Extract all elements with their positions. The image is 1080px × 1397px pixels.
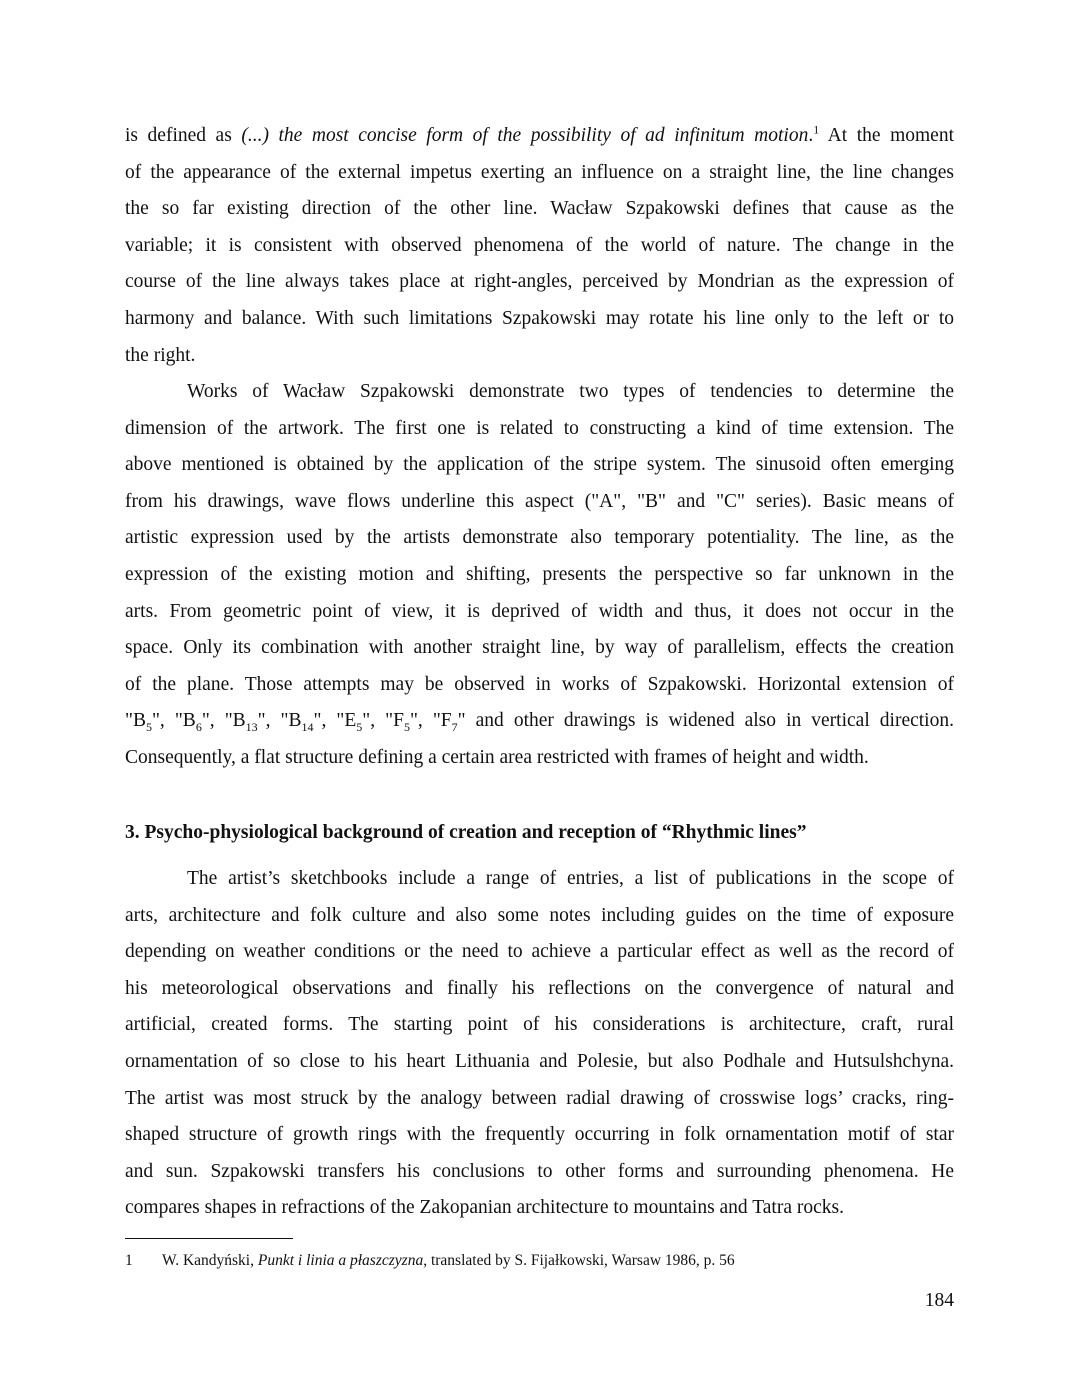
text-run: ", "B	[257, 710, 302, 732]
text-run: (...) the most concise form of the possibility of ad infinitum motion	[241, 125, 809, 146]
text-run: from his drawings, wave flows underline this aspect ("A", "B" and "C" series). Basic means of	[125, 490, 954, 512]
text-run: ", "E	[313, 710, 357, 732]
footnote-divider	[125, 1238, 293, 1239]
text-line	[125, 594, 954, 631]
text-run: At the moment	[819, 125, 954, 146]
page-number: 184	[924, 1290, 954, 1311]
subscript: 13	[245, 720, 258, 735]
text-line	[125, 155, 954, 192]
text-line	[125, 1190, 954, 1227]
subscript: 6	[195, 720, 202, 735]
text-run: Consequently, a flat structure defining a certain area restricted with frames of height and width.	[125, 746, 869, 768]
text-run: the right.	[125, 344, 196, 366]
text-line	[125, 667, 954, 704]
text-run: space. Only its combination with another straight line, by way of parallelism, effects the creation	[125, 637, 954, 659]
text-run: dimension of the artwork. The first one is related to constructing a kind of time extension. The	[125, 417, 954, 439]
footnote	[125, 1252, 735, 1270]
text-line	[125, 1117, 954, 1154]
footnote-number: 1	[125, 1252, 133, 1269]
text-run: The artist was most struck by the analogy between radial drawing of crosswise logs’ cracks, ring-	[125, 1087, 954, 1109]
subscript: 5	[403, 720, 410, 735]
text-run: artificial, created forms. The starting point of his considerations is architecture, craft, rural	[125, 1014, 954, 1036]
text-run: variable; it is consistent with observed phenomena of the world of nature. The change in the	[125, 234, 954, 256]
text-line	[125, 301, 954, 338]
text-run: the so far existing direction of the other line. Wacław Szpakowski defines that cause as the	[125, 198, 954, 220]
text-run: is defined as	[125, 125, 242, 146]
paragraph-1	[125, 118, 954, 374]
section-heading-block	[125, 815, 954, 852]
text-run: ornamentation of so close to his heart Lithuania and Polesie, but also Podhale and Hutsulshchyna.	[125, 1050, 954, 1072]
text-line	[125, 520, 954, 557]
text-run: arts, architecture and folk culture and also some notes including guides on the time of exposure	[125, 904, 954, 926]
text-line	[125, 1044, 954, 1081]
text-run: and sun. Szpakowski transfers his conclusions to other forms and surrounding phenomena. He	[125, 1160, 954, 1182]
text-run: ", "B	[151, 710, 196, 732]
text-run: harmony and balance. With such limitations Szpakowski may rotate his line only to the left or to	[125, 307, 954, 329]
text-line	[125, 1081, 954, 1118]
text-line	[125, 557, 954, 594]
text-line	[125, 740, 954, 777]
text-line	[125, 264, 954, 301]
text-run: compares shapes in refractions of the Zakopanian architecture to mountains and Tatra rocks.	[125, 1197, 844, 1219]
text-line	[125, 191, 954, 228]
text-line	[125, 228, 954, 265]
text-line	[125, 484, 954, 521]
text-run: his meteorological observations and finally his reflections on the convergence of natural and	[125, 977, 954, 999]
text-run: Works of Wacław Szpakowski demonstrate two types of tendencies to determine the	[187, 381, 954, 402]
subscript: 14	[301, 720, 314, 735]
text-line	[125, 447, 954, 484]
text-run: of the plane. Those attempts may be observed in works of Szpakowski. Horizontal extension of	[125, 673, 954, 695]
text-line	[125, 630, 954, 667]
text-run: The artist’s sketchbooks include a range of entries, a list of publications in the scope of	[187, 868, 954, 889]
text-line	[125, 338, 954, 375]
text-run: ", "B	[201, 710, 246, 732]
text-line	[125, 1007, 954, 1044]
text-line	[125, 934, 954, 971]
text-run: "B	[125, 710, 146, 732]
footnote-title: Punkt i linia a płaszczyzna	[257, 1252, 424, 1269]
section-heading: 3. Psycho-physiological background of creation and reception of “Rhythmic lines”	[125, 822, 807, 843]
text-run: shaped structure of growth rings with the frequently occurring in folk ornamentation motif of star	[125, 1124, 954, 1146]
text-run: ", "F	[362, 710, 404, 732]
text-run: course of the line always takes place at right-angles, perceived by Mondrian as the expression of	[125, 271, 954, 293]
text-run: depending on weather conditions or the need to achieve a particular effect as well as the record of	[125, 941, 954, 963]
text-line	[125, 411, 954, 448]
text-line	[125, 971, 954, 1008]
footnote-author: W. Kandyński,	[162, 1252, 258, 1269]
text-line	[125, 374, 954, 411]
text-run: expression of the existing motion and shifting, presents the perspective so far unknown in the	[125, 563, 954, 585]
text-run: .	[808, 125, 814, 146]
text-run: ", "F	[409, 710, 452, 732]
subscript: 7	[451, 720, 458, 735]
text-run: arts. From geometric point of view, it is deprived of width and thus, it does not occur in the	[125, 600, 954, 622]
text-line	[125, 118, 954, 155]
text-line	[125, 1154, 954, 1191]
subscript: 5	[356, 720, 363, 735]
text-line	[125, 898, 954, 935]
text-line	[125, 861, 954, 898]
footnote-ref: 1	[813, 122, 820, 137]
text-run: " and other drawings is widened also in vertical direction.	[457, 710, 954, 732]
footnote-rest: , translated by S. Fijałkowski, Warsaw 1986, p. 56	[423, 1252, 735, 1269]
paragraph-2	[125, 374, 954, 777]
paragraph-3	[125, 861, 954, 1227]
text-run: above mentioned is obtained by the application of the stripe system. The sinusoid often emerging	[125, 454, 954, 476]
text-run: artistic expression used by the artists demonstrate also temporary potentiality. The line, as the	[125, 527, 954, 549]
subscript: 5	[145, 720, 152, 735]
text-line	[125, 703, 954, 740]
text-run: of the appearance of the external impetus exerting an influence on a straight line, the line changes	[125, 161, 954, 183]
